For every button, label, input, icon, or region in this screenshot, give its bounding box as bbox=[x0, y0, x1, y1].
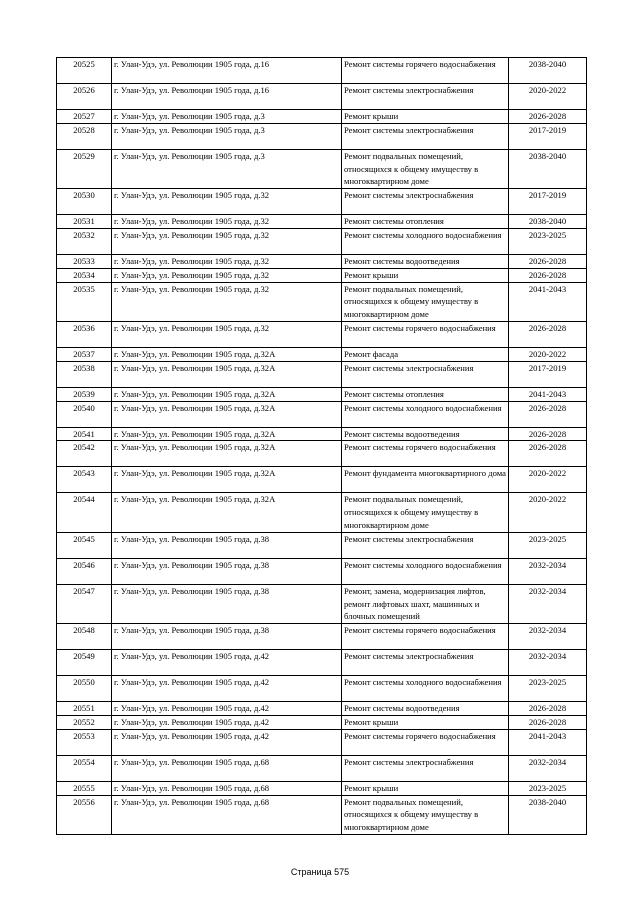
row-number: 20540 bbox=[57, 401, 112, 427]
address-cell: г. Улан-Удэ, ул. Революции 1905 года, д.32 bbox=[112, 282, 342, 321]
period-cell: 2020-2022 bbox=[509, 84, 587, 110]
table-row bbox=[57, 347, 587, 361]
table-row bbox=[57, 268, 587, 282]
table-row bbox=[57, 624, 587, 650]
row-number: 20545 bbox=[57, 532, 112, 558]
address-cell: г. Улан-Удэ, ул. Революции 1905 года, д.38 bbox=[112, 558, 342, 584]
table-row bbox=[57, 123, 587, 149]
period-cell: 2026-2028 bbox=[509, 441, 587, 467]
row-number: 20535 bbox=[57, 282, 112, 321]
period-cell: 2041-2043 bbox=[509, 282, 587, 321]
address-cell: г. Улан-Удэ, ул. Революции 1905 года, д.16 bbox=[112, 58, 342, 84]
work-type-cell: Ремонт системы горячего водоснабжения bbox=[342, 729, 509, 755]
period-cell: 2032-2034 bbox=[509, 650, 587, 676]
address-cell: г. Улан-Удэ, ул. Революции 1905 года, д.42 bbox=[112, 650, 342, 676]
period-cell: 2026-2028 bbox=[509, 715, 587, 729]
period-cell: 2032-2034 bbox=[509, 558, 587, 584]
row-number: 20548 bbox=[57, 624, 112, 650]
period-cell: 2020-2022 bbox=[509, 467, 587, 493]
row-number: 20546 bbox=[57, 558, 112, 584]
table-row bbox=[57, 532, 587, 558]
period-cell: 2038-2040 bbox=[509, 215, 587, 229]
table-row bbox=[57, 650, 587, 676]
row-number: 20528 bbox=[57, 123, 112, 149]
period-cell: 2023-2025 bbox=[509, 676, 587, 702]
address-cell: г. Улан-Удэ, ул. Революции 1905 года, д.68 bbox=[112, 755, 342, 781]
period-cell: 2032-2034 bbox=[509, 755, 587, 781]
work-type-cell: Ремонт системы электроснабжения bbox=[342, 532, 509, 558]
row-number: 20536 bbox=[57, 321, 112, 347]
period-cell: 2038-2040 bbox=[509, 149, 587, 188]
address-cell: г. Улан-Удэ, ул. Революции 1905 года, д.68 bbox=[112, 781, 342, 795]
table-row bbox=[57, 189, 587, 215]
row-number: 20525 bbox=[57, 58, 112, 84]
work-type-cell: Ремонт системы горячего водоснабжения bbox=[342, 624, 509, 650]
period-cell: 2032-2034 bbox=[509, 624, 587, 650]
period-cell: 2026-2028 bbox=[509, 401, 587, 427]
row-number: 20556 bbox=[57, 795, 112, 834]
period-cell: 2017-2019 bbox=[509, 123, 587, 149]
repair-schedule-table bbox=[56, 57, 587, 835]
table-row bbox=[57, 282, 587, 321]
row-number: 20539 bbox=[57, 387, 112, 401]
row-number: 20543 bbox=[57, 467, 112, 493]
address-cell: г. Улан-Удэ, ул. Революции 1905 года, д.16 bbox=[112, 84, 342, 110]
address-cell: г. Улан-Удэ, ул. Революции 1905 года, д.32 bbox=[112, 254, 342, 268]
table-row bbox=[57, 702, 587, 716]
table-row bbox=[57, 58, 587, 84]
table-row bbox=[57, 84, 587, 110]
row-number: 20538 bbox=[57, 361, 112, 387]
row-number: 20547 bbox=[57, 584, 112, 623]
row-number: 20554 bbox=[57, 755, 112, 781]
period-cell: 2026-2028 bbox=[509, 254, 587, 268]
work-type-cell: Ремонт системы электроснабжения bbox=[342, 650, 509, 676]
table-row bbox=[57, 110, 587, 124]
table-row bbox=[57, 676, 587, 702]
address-cell: г. Улан-Удэ, ул. Революции 1905 года, д.42 bbox=[112, 702, 342, 716]
address-cell: г. Улан-Удэ, ул. Революции 1905 года, д.3 bbox=[112, 123, 342, 149]
table-row bbox=[57, 215, 587, 229]
row-number: 20537 bbox=[57, 347, 112, 361]
row-number: 20531 bbox=[57, 215, 112, 229]
row-number: 20549 bbox=[57, 650, 112, 676]
address-cell: г. Улан-Удэ, ул. Революции 1905 года, д.32 bbox=[112, 215, 342, 229]
address-cell: г. Улан-Удэ, ул. Революции 1905 года, д.38 bbox=[112, 532, 342, 558]
period-cell: 2026-2028 bbox=[509, 702, 587, 716]
work-type-cell: Ремонт крыши bbox=[342, 781, 509, 795]
work-type-cell: Ремонт системы электроснабжения bbox=[342, 361, 509, 387]
period-cell: 2038-2040 bbox=[509, 58, 587, 84]
work-type-cell: Ремонт системы горячего водоснабжения bbox=[342, 441, 509, 467]
work-type-cell: Ремонт системы водоотведения bbox=[342, 702, 509, 716]
row-number: 20551 bbox=[57, 702, 112, 716]
row-number: 20532 bbox=[57, 228, 112, 254]
period-cell: 2023-2025 bbox=[509, 781, 587, 795]
table-row bbox=[57, 781, 587, 795]
table-row bbox=[57, 254, 587, 268]
row-number: 20527 bbox=[57, 110, 112, 124]
period-cell: 2017-2019 bbox=[509, 361, 587, 387]
row-number: 20533 bbox=[57, 254, 112, 268]
row-number: 20544 bbox=[57, 493, 112, 532]
address-cell: г. Улан-Удэ, ул. Революции 1905 года, д.32А bbox=[112, 467, 342, 493]
work-type-cell: Ремонт подвальных помещений, относящихся к общему имуществу в многоквартирном доме bbox=[342, 493, 509, 532]
work-type-cell: Ремонт фундамента многоквартирного дома bbox=[342, 467, 509, 493]
address-cell: г. Улан-Удэ, ул. Революции 1905 года, д.32 bbox=[112, 189, 342, 215]
table-row bbox=[57, 755, 587, 781]
work-type-cell: Ремонт системы отопления bbox=[342, 215, 509, 229]
table-row bbox=[57, 467, 587, 493]
table-row bbox=[57, 361, 587, 387]
work-type-cell: Ремонт системы холодного водоснабжения bbox=[342, 558, 509, 584]
address-cell: г. Улан-Удэ, ул. Революции 1905 года, д.38 bbox=[112, 624, 342, 650]
table-row bbox=[57, 441, 587, 467]
address-cell: г. Улан-Удэ, ул. Революции 1905 года, д.42 bbox=[112, 729, 342, 755]
address-cell: г. Улан-Удэ, ул. Революции 1905 года, д.3 bbox=[112, 149, 342, 188]
work-type-cell: Ремонт системы отопления bbox=[342, 387, 509, 401]
period-cell: 2023-2025 bbox=[509, 228, 587, 254]
address-cell: г. Улан-Удэ, ул. Революции 1905 года, д.3 bbox=[112, 110, 342, 124]
period-cell: 2026-2028 bbox=[509, 427, 587, 441]
row-number: 20526 bbox=[57, 84, 112, 110]
address-cell: г. Улан-Удэ, ул. Революции 1905 года, д.32А bbox=[112, 361, 342, 387]
row-number: 20529 bbox=[57, 149, 112, 188]
work-type-cell: Ремонт системы электроснабжения bbox=[342, 189, 509, 215]
period-cell: 2026-2028 bbox=[509, 321, 587, 347]
period-cell: 2026-2028 bbox=[509, 110, 587, 124]
address-cell: г. Улан-Удэ, ул. Революции 1905 года, д.42 bbox=[112, 676, 342, 702]
table-row bbox=[57, 387, 587, 401]
address-cell: г. Улан-Удэ, ул. Революции 1905 года, д.32А bbox=[112, 427, 342, 441]
period-cell: 2038-2040 bbox=[509, 795, 587, 834]
work-type-cell: Ремонт подвальных помещений, относящихся к общему имуществу в многоквартирном доме bbox=[342, 282, 509, 321]
address-cell: г. Улан-Удэ, ул. Революции 1905 года, д.32 bbox=[112, 228, 342, 254]
work-type-cell: Ремонт, замена, модернизация лифтов, ремонт лифтовых шахт, машинных и блочных помещений bbox=[342, 584, 509, 623]
period-cell: 2020-2022 bbox=[509, 493, 587, 532]
table-row bbox=[57, 427, 587, 441]
period-cell: 2026-2028 bbox=[509, 268, 587, 282]
period-cell: 2041-2043 bbox=[509, 729, 587, 755]
address-cell: г. Улан-Удэ, ул. Революции 1905 года, д.32А bbox=[112, 347, 342, 361]
work-type-cell: Ремонт крыши bbox=[342, 268, 509, 282]
table-row bbox=[57, 321, 587, 347]
period-cell: 2041-2043 bbox=[509, 387, 587, 401]
work-type-cell: Ремонт крыши bbox=[342, 715, 509, 729]
address-cell: г. Улан-Удэ, ул. Революции 1905 года, д.32А bbox=[112, 493, 342, 532]
table-row bbox=[57, 228, 587, 254]
address-cell: г. Улан-Удэ, ул. Революции 1905 года, д.32 bbox=[112, 321, 342, 347]
table-row bbox=[57, 795, 587, 834]
work-type-cell: Ремонт системы водоотведения bbox=[342, 427, 509, 441]
table-row bbox=[57, 149, 587, 188]
work-type-cell: Ремонт системы холодного водоснабжения bbox=[342, 401, 509, 427]
page-number: Страница 575 bbox=[290, 867, 350, 877]
address-cell: г. Улан-Удэ, ул. Революции 1905 года, д.32А bbox=[112, 441, 342, 467]
row-number: 20542 bbox=[57, 441, 112, 467]
address-cell: г. Улан-Удэ, ул. Революции 1905 года, д.32А bbox=[112, 401, 342, 427]
address-cell: г. Улан-Удэ, ул. Революции 1905 года, д.32А bbox=[112, 387, 342, 401]
work-type-cell: Ремонт системы электроснабжения bbox=[342, 755, 509, 781]
row-number: 20534 bbox=[57, 268, 112, 282]
row-number: 20530 bbox=[57, 189, 112, 215]
work-type-cell: Ремонт подвальных помещений, относящихся к общему имуществу в многоквартирном доме bbox=[342, 795, 509, 834]
row-number: 20555 bbox=[57, 781, 112, 795]
work-type-cell: Ремонт системы электроснабжения bbox=[342, 84, 509, 110]
work-type-cell: Ремонт системы горячего водоснабжения bbox=[342, 321, 509, 347]
table-body bbox=[57, 58, 587, 835]
period-cell: 2023-2025 bbox=[509, 532, 587, 558]
work-type-cell: Ремонт подвальных помещений, относящихся к общему имуществу в многоквартирном доме bbox=[342, 149, 509, 188]
address-cell: г. Улан-Удэ, ул. Революции 1905 года, д.42 bbox=[112, 715, 342, 729]
period-cell: 2017-2019 bbox=[509, 189, 587, 215]
table-row bbox=[57, 493, 587, 532]
address-cell: г. Улан-Удэ, ул. Революции 1905 года, д.38 bbox=[112, 584, 342, 623]
table-row bbox=[57, 401, 587, 427]
row-number: 20541 bbox=[57, 427, 112, 441]
address-cell: г. Улан-Удэ, ул. Революции 1905 года, д.68 bbox=[112, 795, 342, 834]
table-row bbox=[57, 558, 587, 584]
period-cell: 2032-2034 bbox=[509, 584, 587, 623]
row-number: 20550 bbox=[57, 676, 112, 702]
table-row bbox=[57, 584, 587, 623]
work-type-cell: Ремонт системы холодного водоснабжения bbox=[342, 676, 509, 702]
row-number: 20552 bbox=[57, 715, 112, 729]
work-type-cell: Ремонт системы электроснабжения bbox=[342, 123, 509, 149]
work-type-cell: Ремонт крыши bbox=[342, 110, 509, 124]
table-row bbox=[57, 729, 587, 755]
table-row bbox=[57, 715, 587, 729]
row-number: 20553 bbox=[57, 729, 112, 755]
work-type-cell: Ремонт системы горячего водоснабжения bbox=[342, 58, 509, 84]
period-cell: 2020-2022 bbox=[509, 347, 587, 361]
work-type-cell: Ремонт фасада bbox=[342, 347, 509, 361]
work-type-cell: Ремонт системы холодного водоснабжения bbox=[342, 228, 509, 254]
work-type-cell: Ремонт системы водоотведения bbox=[342, 254, 509, 268]
address-cell: г. Улан-Удэ, ул. Революции 1905 года, д.32 bbox=[112, 268, 342, 282]
